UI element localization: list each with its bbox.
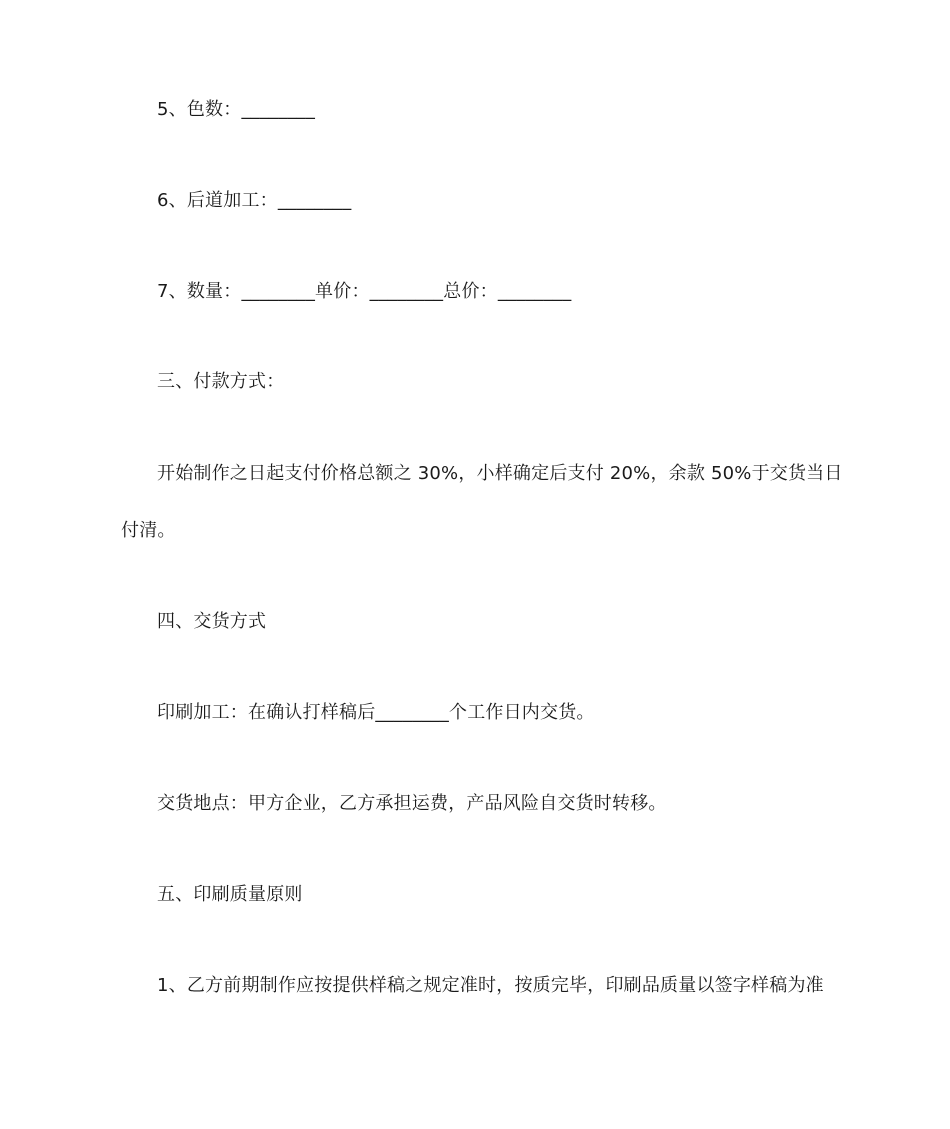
delivery-time-paragraph: 印刷加工：在确认打样稿后________个工作日内交货。 — [157, 702, 595, 723]
delivery-location-paragraph: 交货地点：甲方企业，乙方承担运费，产品风险自交货时转移。 — [157, 793, 667, 814]
item-quantity-price: 7、数量：________单价：________总价：________ — [157, 281, 572, 302]
item-color-count: 5、色数：________ — [157, 99, 316, 120]
quality-item-1: 1、乙方前期制作应按提供样稿之规定准时，按质完毕，印刷品质量以签字样稿为准 — [157, 975, 824, 996]
section-heading-quality: 五、印刷质量原则 — [157, 884, 303, 905]
section-heading-delivery: 四、交货方式 — [157, 611, 267, 632]
section-heading-payment: 三、付款方式： — [157, 371, 285, 392]
payment-paragraph-line-2: 付清。 — [121, 520, 176, 541]
item-post-processing: 6、后道加工：________ — [157, 190, 352, 211]
payment-paragraph-line-1: 开始制作之日起支付价格总额之 30%，小样确定后支付 20%，余款 50%于交货当日 — [157, 463, 843, 484]
